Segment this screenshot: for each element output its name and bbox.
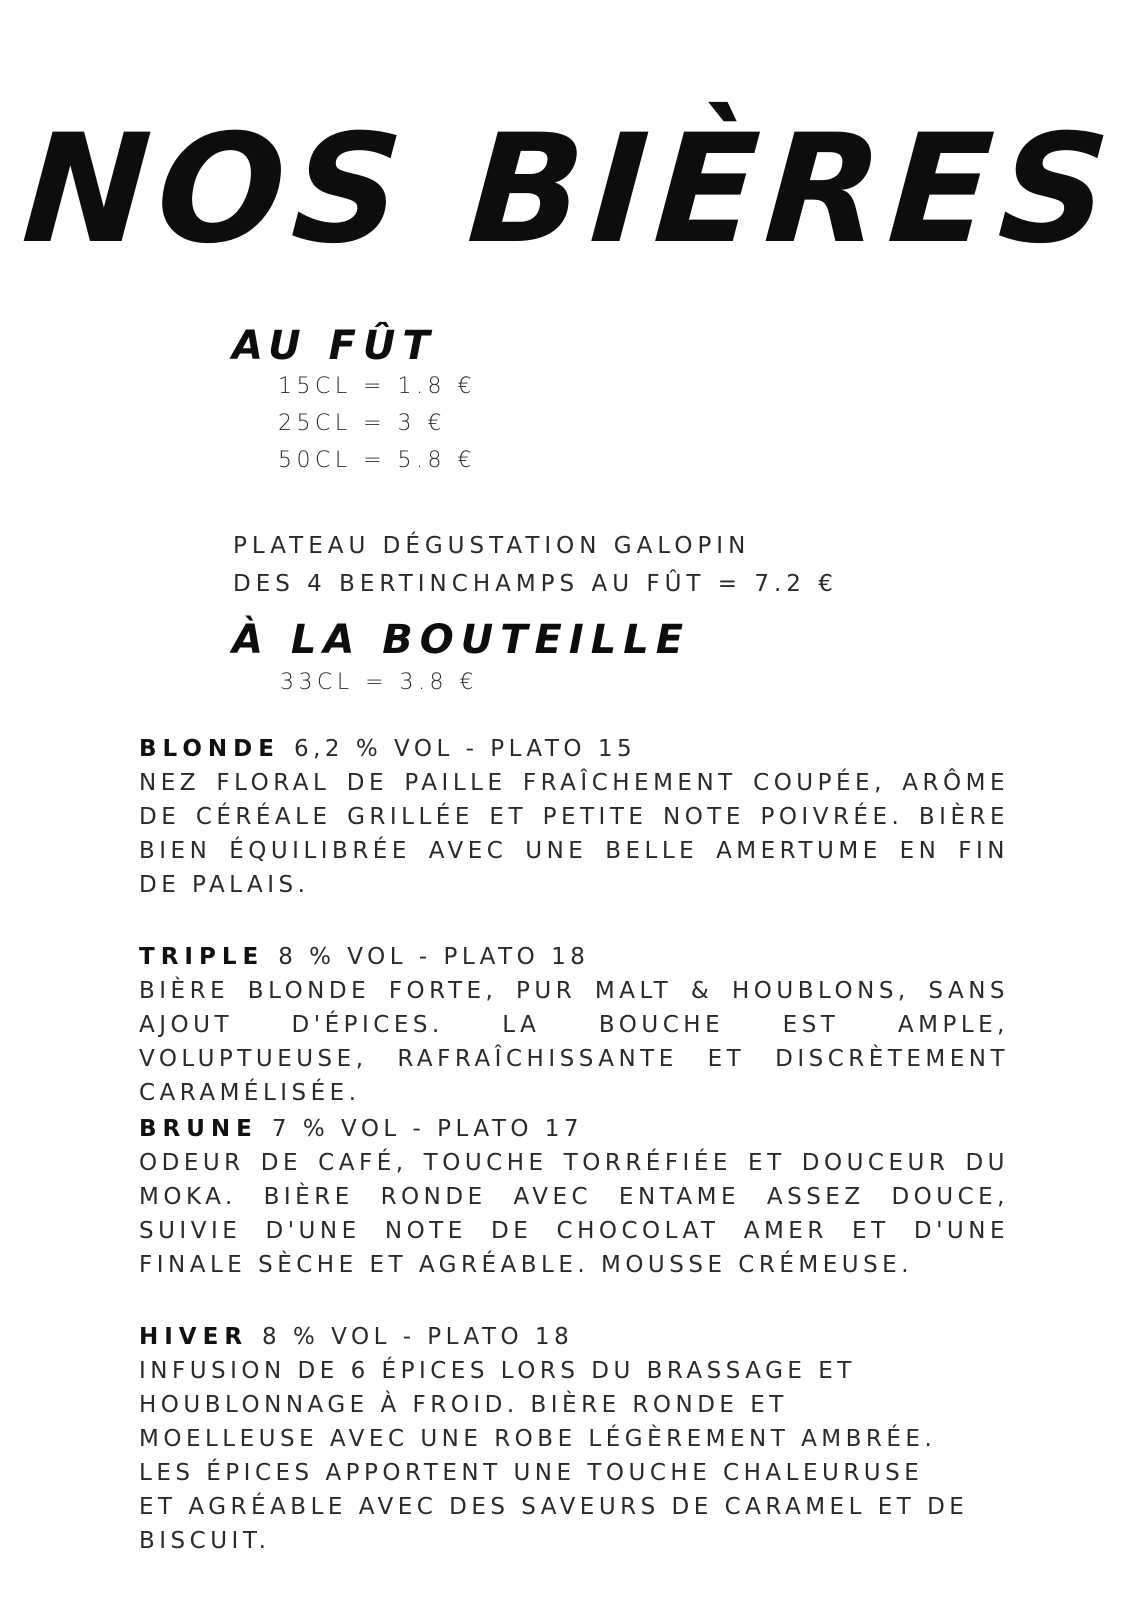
beer-description: ODEUR DE CAFÉ, TOUCHE TORRÉFIÉE ET DOUCEUR DU MOKA. BIÈRE RONDE AVEC ENTAME ASSEZ DOUCE, SUIVIE D'UNE NOTE DE CHOCOLAT AMER ET D'UNE FINALE SÈCHE ET AGRÉABLE. MOUSSE CRÉMEUSE. bbox=[139, 1150, 1009, 1278]
beer-item-blonde bbox=[139, 732, 1009, 902]
tasting-tray-offer bbox=[233, 527, 838, 603]
draught-price-25cl: 25CL = 3 € bbox=[278, 411, 447, 436]
draught-heading: AU FÛT bbox=[232, 323, 437, 369]
beer-specs: 8 % VOL - PLATO 18 bbox=[262, 1324, 574, 1350]
beer-description: INFUSION DE 6 ÉPICES LORS DU BRASSAGE ET HOUBLONNAGE À FROID. BIÈRE RONDE ET MOELLEUSE AVEC UNE ROBE LÉGÈREMENT AMBRÉE. LES ÉPICES APPORTENT UNE TOUCHE CHALEURUSE ET AGRÉABLE AVEC DES SAVEURS DE CARAMEL ET DE BISCUIT. bbox=[139, 1358, 969, 1554]
page-title: NOS BIÈRES bbox=[17, 103, 1123, 277]
beer-name: BRUNE bbox=[139, 1116, 258, 1142]
beer-description: NEZ FLORAL DE PAILLE FRAÎCHEMENT COUPÉE, ARÔME DE CÉRÉALE GRILLÉE ET PETITE NOTE POIVRÉE. BIÈRE BIEN ÉQUILIBRÉE AVEC UNE BELLE AMERTUME EN FIN DE PALAIS. bbox=[139, 770, 1009, 898]
beer-specs: 8 % VOL - PLATO 18 bbox=[278, 944, 590, 970]
beer-name: HIVER bbox=[139, 1324, 249, 1350]
beer-item-hiver bbox=[139, 1320, 969, 1558]
tasting-tray-line-1: PLATEAU DÉGUSTATION GALOPIN bbox=[233, 533, 751, 559]
draught-price-15cl: 15CL = 1.8 € bbox=[278, 374, 477, 399]
bottle-heading: À LA BOUTEILLE bbox=[232, 617, 691, 663]
beer-item-brune bbox=[139, 1112, 1009, 1282]
beer-specs: 7 % VOL - PLATO 17 bbox=[271, 1116, 584, 1142]
beer-header bbox=[139, 732, 1009, 766]
beer-header bbox=[139, 1112, 1009, 1146]
draught-price-50cl: 50CL = 5.8 € bbox=[278, 448, 477, 473]
bottle-price-33cl: 33CL = 3.8 € bbox=[280, 670, 479, 695]
beer-specs: 6,2 % VOL - PLATO 15 bbox=[293, 736, 637, 762]
beer-item-triple bbox=[139, 940, 1009, 1110]
beer-name: BLONDE bbox=[139, 736, 280, 762]
beer-header bbox=[139, 940, 1009, 974]
tasting-tray-line-2: DES 4 BERTINCHAMPS AU FÛT = 7.2 € bbox=[233, 571, 838, 597]
beer-header bbox=[139, 1320, 969, 1354]
beer-name: TRIPLE bbox=[139, 944, 265, 970]
beer-description: BIÈRE BLONDE FORTE, PUR MALT & HOUBLONS, SANS AJOUT D'ÉPICES. LA BOUCHE EST AMPLE, VOLUPTUEUSE, RAFRAÎCHISSANTE ET DISCRÈTEMENT CARAMÉLISÉE. bbox=[139, 978, 1009, 1106]
